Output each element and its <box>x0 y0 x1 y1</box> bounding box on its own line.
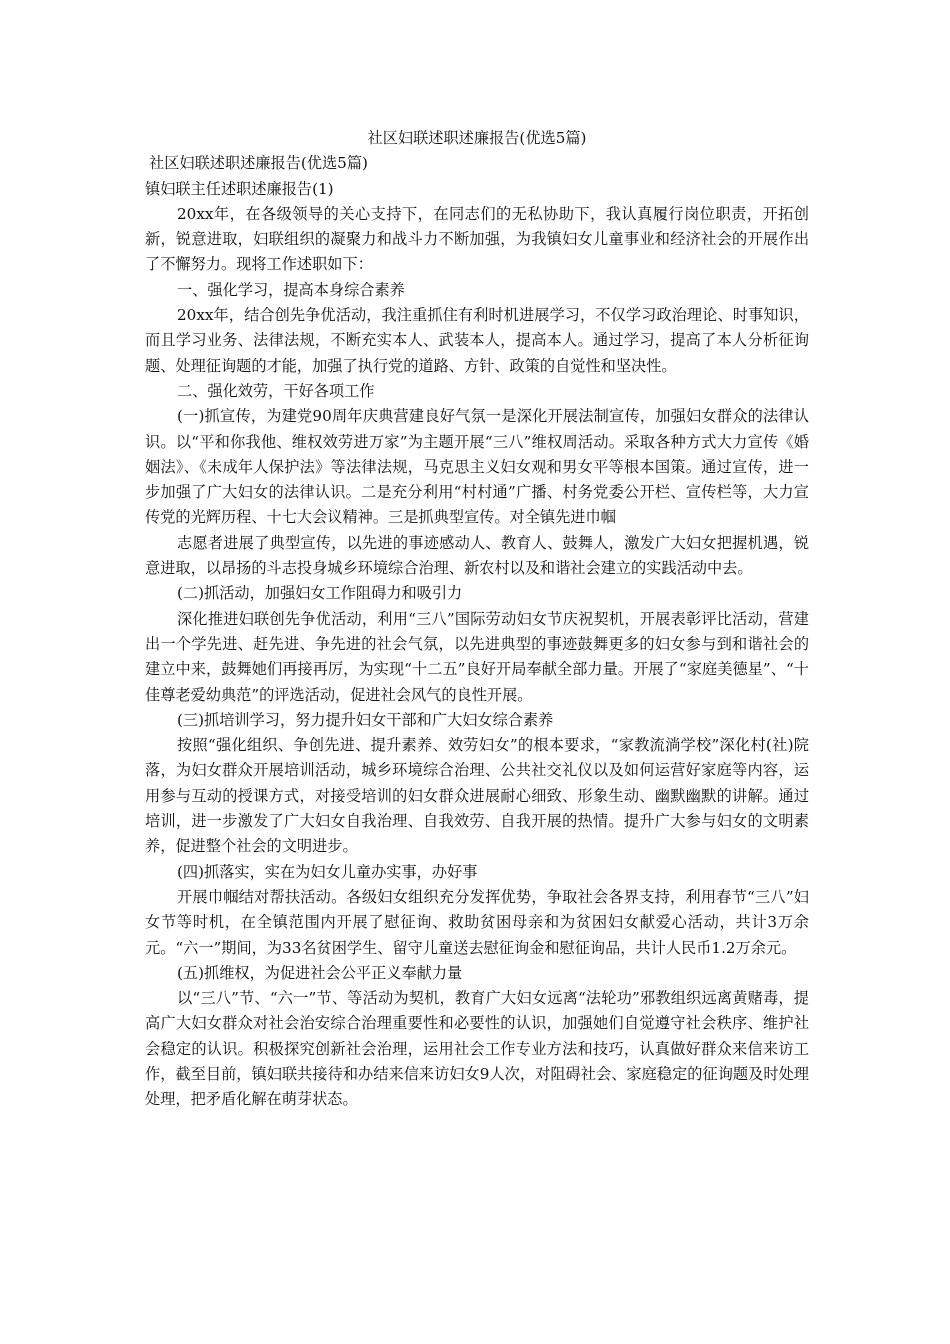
subsection-3-heading: (三)抓培训学习，努力提升妇女干部和广大妇女综合素养 <box>177 710 554 729</box>
subsection-2-heading: (二)抓活动，加强妇女工作阻碍力和吸引力 <box>177 584 463 603</box>
document-content <box>145 126 809 1113</box>
subsection-4-paragraph: 开展巾帼结对帮扶活动。各级妇女组织充分发挥优势，争取社会各界支持，利用春节“三八”妇女节等时机，在全镇范围内开展了慰征询、救助贫困母亲和为贫困妇女献爱心活动，共计3万余元。“六一”期间，为33名贫困学生、留守儿童送去慰征询金和慰征询品，共计人民币1.2万余元。 <box>145 887 809 957</box>
document-subtitle: 社区妇联述职述廉报告(优选5篇) <box>149 154 368 173</box>
subsection-5-heading: (五)抓维权，为促进社会公平正义奉献力量 <box>177 963 463 982</box>
section-2-heading: 二、强化效劳，干好各项工作 <box>177 381 375 400</box>
section-1-heading: 一、强化学习，提高本身综合素养 <box>177 280 405 299</box>
subsection-1-continuation: 志愿者进展了典型宣传，以先进的事迹感动人、教育人、鼓舞人，激发广大妇女把握机遇，锐意进取，以昂扬的斗志投身城乡环境综合治理、新农村以及和谐社会建立的实践活动中去。 <box>145 533 809 578</box>
report-title: 镇妇联主任述职述廉报告(1) <box>145 179 334 198</box>
subsection-4-heading: (四)抓落实，实在为妇女儿童办实事，办好事 <box>177 862 478 881</box>
document-title: 社区妇联述职述廉报告(优选5篇) <box>367 129 587 147</box>
subsection-1-paragraph: (一)抓宣传，为建党90周年庆典营建良好气氛一是深化开展法制宣传，加强妇女群众的法律认识。以“平和你我他、维权效劳进万家”为主题开展“三八”维权周活动。采取各种方式大力宣传《婚姻法》、《未成年人保护法》等法律法规，马克思主义妇女观和男女平等根本国策。通过宣传，进一步加强了广大妇女的法律认识。二是充分利用“村村通”广播、村务党委公开栏、宣传栏等，大力宣传党的光辉历程、十七大会议精神。三是抓典型宣传。对全镇先进巾帼 <box>145 407 809 527</box>
intro-paragraph: 20xx年，在各级领导的关心支持下，在同志们的无私协助下，我认真履行岗位职责，开拓创新，锐意进取，妇联组织的凝聚力和战斗力不断加强，为我镇妇女儿童事业和经济社会的开展作出了不懈努力。现将工作述职如下： <box>145 204 809 274</box>
subsection-3-paragraph: 按照“强化组织、争创先进、提升素养、效劳妇女”的根本要求，“家教流淌学校”深化村(社)院落，为妇女群众开展培训活动，城乡环境综合治理、公共社交礼仪以及如何运营好家庭等内容，运用参与互动的授课方式，对接受培训的妇女群众进展耐心细致、形象生动、幽默幽默的讲解。通过培训，进一步激发了广大妇女自我治理、自我效劳、自我开展的热情。提升广大参与妇女的文明素养，促进整个社会的文明进步。 <box>145 736 809 856</box>
section-1-paragraph: 20xx年，结合创先争优活动，我注重抓住有利时机进展学习，不仅学习政治理论、时事知识，而且学习业务、法律法规，不断充实本人、武装本人，提高本人。通过学习，提高了本人分析征询题、处理征询题的才能，加强了执行党的道路、方针、政策的自觉性和坚决性。 <box>145 306 809 375</box>
subsection-2-paragraph: 深化推进妇联创先争优活动，利用“三八”国际劳动妇女节庆祝契机，开展表彰评比活动，营建出一个学先进、赶先进、争先进的社会气氛，以先进典型的事迹鼓舞更多的妇女参与到和谐社会的建立中来，鼓舞她们再接再厉，为实现“十二五”良好开局奉献全部力量。开展了“家庭美德星”、“十佳尊老爱幼典范”的评选活动，促进社会风气的良性开展。 <box>145 609 809 704</box>
subsection-5-paragraph: 以“三八”节、“六一”节、等活动为契机，教育广大妇女远离“法轮功”邪教组织远离黄赌毒，提高广大妇女群众对社会治安综合治理重要性和必要性的认识，加强她们自觉遵守社会秩序、维护社会稳定的认识。积极探究创新社会治理，运用社会工作专业方法和技巧，认真做好群众来信来访工作，截至目前，镇妇联共接待和办结来信来访妇女9人次，对阻碍社会、家庭稳定的征询题及时处理处理，把矛盾化解在萌芽状态。 <box>145 989 809 1109</box>
